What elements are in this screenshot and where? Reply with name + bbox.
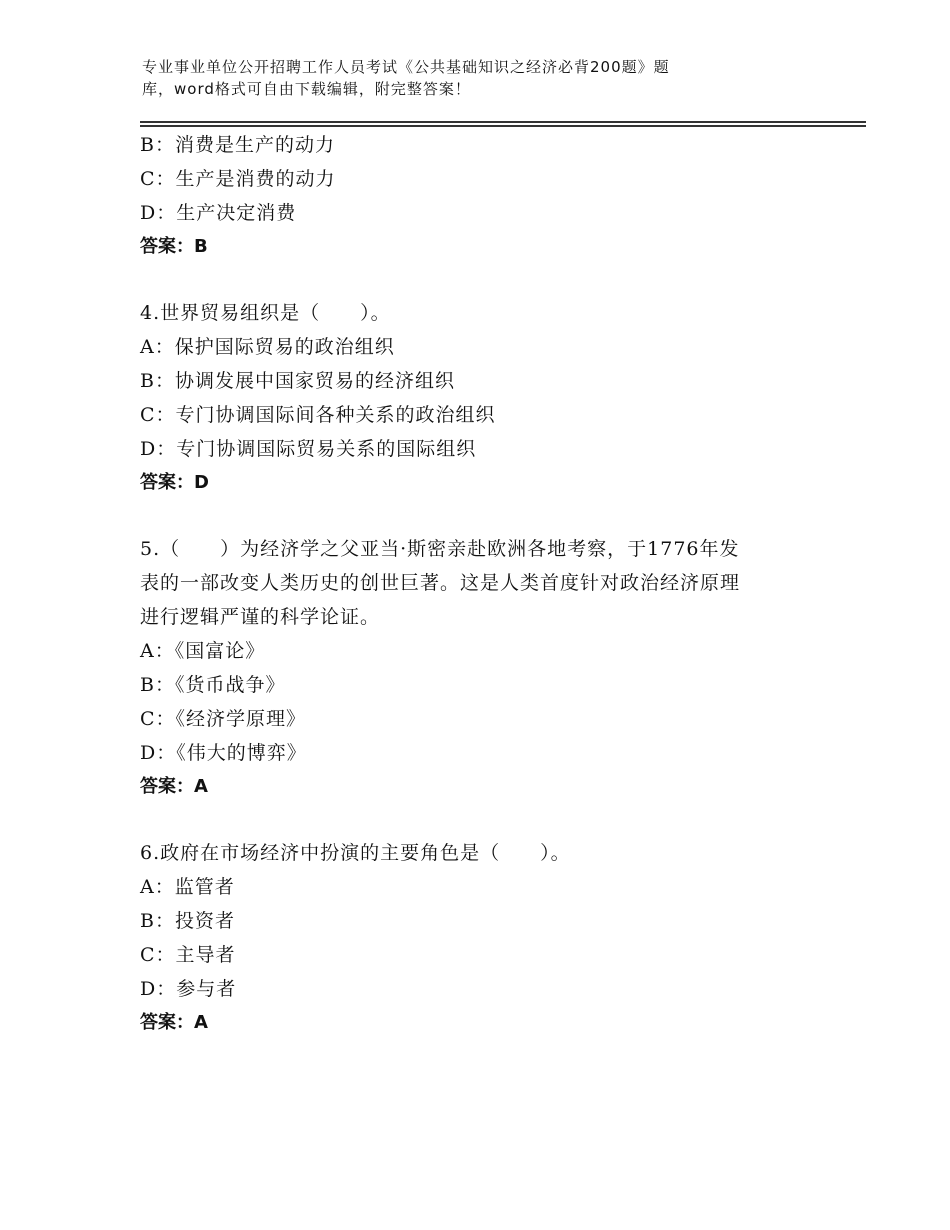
header-divider-bottom xyxy=(140,125,866,127)
option-c: C：专门协调国际间各种关系的政治组织 xyxy=(140,404,496,426)
option-b: B：协调发展中国家贸易的经济组织 xyxy=(140,370,455,392)
answer: 答案：A xyxy=(140,1012,208,1033)
option-c: C：生产是消费的动力 xyxy=(140,168,336,190)
option-a: A：监管者 xyxy=(140,876,235,898)
option-d: D：《伟大的博弈》 xyxy=(140,742,307,764)
header-line-1: 专业事业单位公开招聘工作人员考试《公共基础知识之经济必背200题》题 xyxy=(142,58,670,76)
answer: 答案：D xyxy=(140,472,209,493)
question-stem-line-3: 进行逻辑严谨的科学论证。 xyxy=(140,606,381,628)
option-b: B：《货币战争》 xyxy=(140,674,286,696)
option-d: D：专门协调国际贸易关系的国际组织 xyxy=(140,438,477,460)
option-a: A：保护国际贸易的政治组织 xyxy=(140,336,395,358)
question-stem-line-2: 表的一部改变人类历史的创世巨著。这是人类首度针对政治经济原理 xyxy=(140,572,741,594)
option-b: B：投资者 xyxy=(140,910,235,932)
option-c: C：《经济学原理》 xyxy=(140,708,307,730)
option-d: D：参与者 xyxy=(140,978,237,1000)
question-stem: 4.世界贸易组织是（ ）。 xyxy=(140,302,391,324)
option-b: B：消费是生产的动力 xyxy=(140,134,335,156)
header-divider-top xyxy=(140,121,866,123)
option-c: C：主导者 xyxy=(140,944,236,966)
question-5 xyxy=(140,532,820,804)
question-4 xyxy=(140,296,820,500)
option-a: A：《国富论》 xyxy=(140,640,266,662)
question-stem: 6.政府在市场经济中扮演的主要角色是（ ）。 xyxy=(140,842,571,864)
option-d: D：生产决定消费 xyxy=(140,202,297,224)
document-header xyxy=(142,56,782,100)
question-3-tail xyxy=(140,128,820,264)
answer: 答案：A xyxy=(140,776,208,797)
question-6 xyxy=(140,836,820,1040)
answer: 答案：B xyxy=(140,236,208,257)
header-line-2: 库，word格式可自由下载编辑，附完整答案！ xyxy=(142,80,471,98)
question-list xyxy=(140,128,820,1040)
question-stem-line-1: 5.（ ）为经济学之父亚当·斯密亲赴欧洲各地考察，于1776年发 xyxy=(140,538,740,560)
